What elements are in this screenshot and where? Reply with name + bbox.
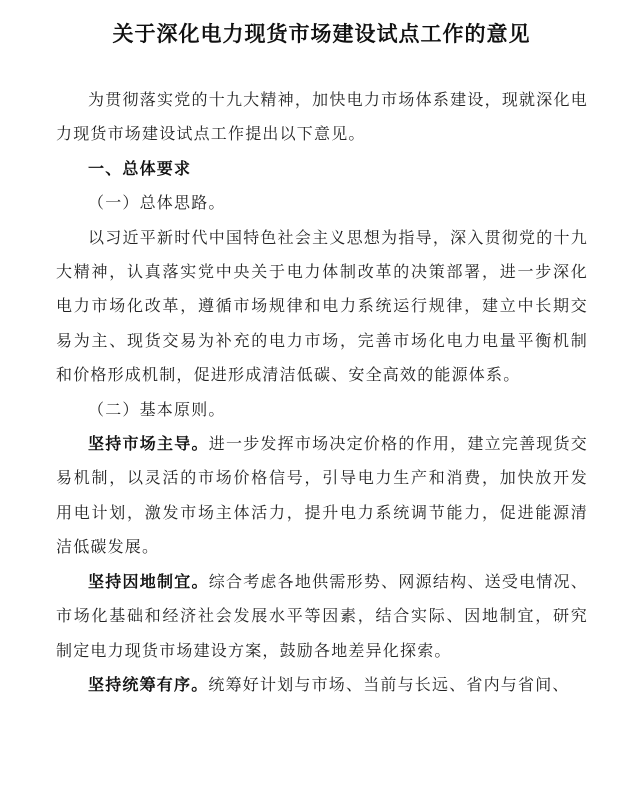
principle-text: 统筹好计划与市场、当前与长远、省内与省间、 bbox=[208, 674, 570, 694]
subsection-heading-general-approach: （一）总体思路。 bbox=[88, 193, 226, 213]
subsection-heading-basic-principles: （二）基本原则。 bbox=[88, 399, 226, 419]
general-approach-paragraph: 以习近平新时代中国特色社会主义思想为指导，深入贯彻党的十九大精神，认真落实党中央关于电力体制改革的决策部署，进一步深化电力市场化改革，遵循市场规律和电力系统运行规律，建立中长期交易为主、现货交易为补充的电力市场，完善市场化电力电量平衡机制和价格形成机制，促进形成清洁低碳、安全高效的能源体系。 bbox=[56, 227, 588, 385]
principle-local-conditions-paragraph bbox=[56, 565, 588, 668]
document-body bbox=[56, 83, 588, 702]
principle-lead: 坚持统筹有序。 bbox=[88, 674, 209, 694]
principle-lead: 坚持因地制宜。 bbox=[88, 571, 209, 591]
principle-lead: 坚持市场主导。 bbox=[88, 434, 209, 454]
principle-market-led-paragraph bbox=[56, 427, 588, 565]
principle-text: 综合考虑各地供需形势、网源结构、送受电情况、市场化基础和经济社会发展水平等因素，结合实际、因地制宜，研究制定电力现货市场建设方案，鼓励各地差异化探索。 bbox=[56, 571, 588, 660]
section-heading-overall-requirements: 一、总体要求 bbox=[88, 158, 192, 178]
intro-paragraph: 为贯彻落实党的十九大精神，加快电力市场体系建设，现就深化电力现货市场建设试点工作提出以下意见。 bbox=[56, 90, 588, 144]
principle-text: 进一步发挥市场决定价格的作用，建立完善现货交易机制，以灵活的市场价格信号，引导电力生产和消费，加快放开发用电计划，激发市场主体活力，提升电力系统调节能力，促进能源清洁低碳发展。 bbox=[56, 434, 588, 557]
document-title: 关于深化电力现货市场建设试点工作的意见 bbox=[112, 22, 531, 46]
principle-coordination-paragraph bbox=[56, 668, 588, 702]
